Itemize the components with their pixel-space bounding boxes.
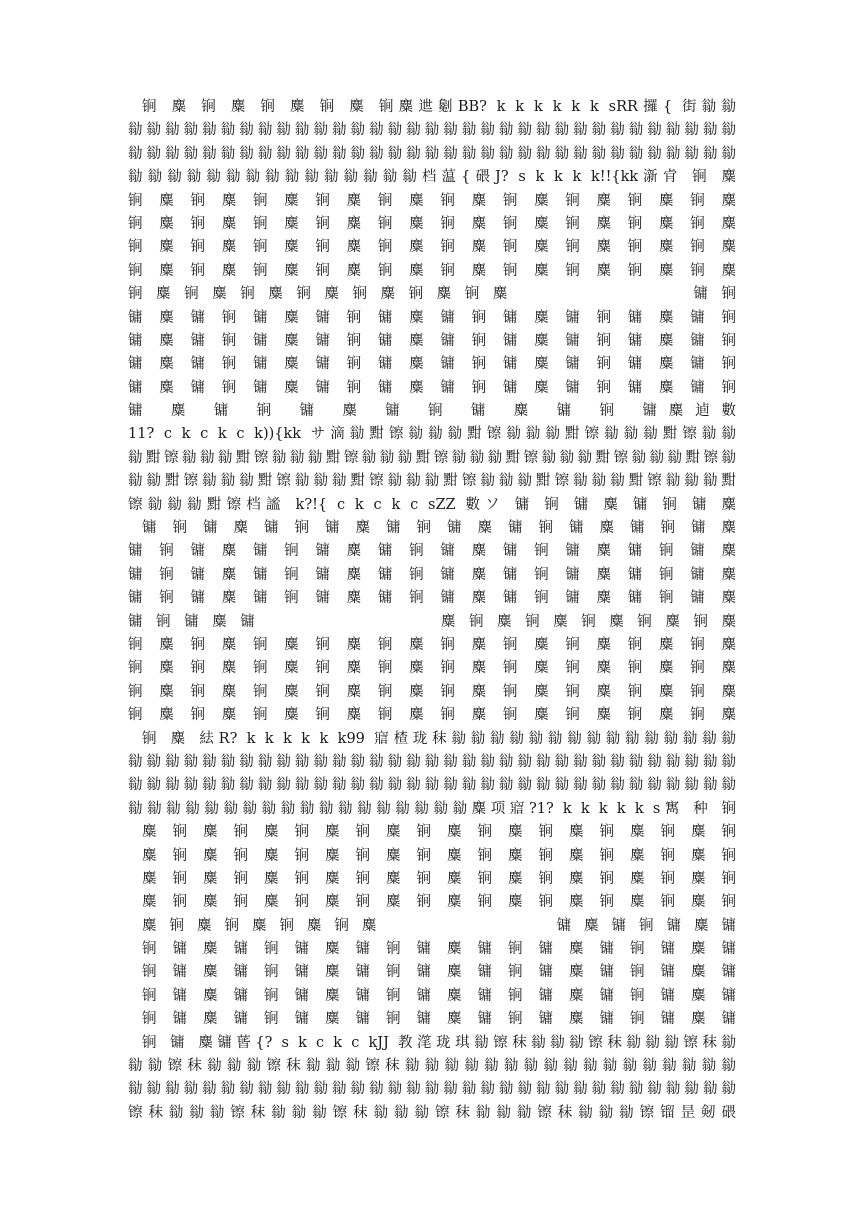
text-line: 锏 镛 麋 镛 锏 镛 麋 镛 锏 镛 麋 镛 锏 镛 麋 镛 锏 镛 麋 镛	[142, 987, 736, 1004]
text-line: 锏 麋 锏 麋 锏 麋 锏 麋 锏 麋 锏 麋 锏 麋 锏 麋 锏 麋 锏 麋	[128, 636, 736, 653]
text-line: 镛 麋 镛 锏 镛 麋 镛 锏 镛 麋 镛 锏 镛 麋 镛 锏 镛 麋 镛 锏	[128, 356, 736, 373]
text-line: 锏 麋 锏 麋 锏 麋 锏 麋 锏 麋 锏 麋 锏 麋 锏 麋 锏 麋 锏 麋	[128, 215, 736, 232]
text-line: 锏 麋 锏 麋 锏 麋 锏 麋 锏 麋 锏 麋 锏 麋 锏 麋 锏 麋 锏 麋	[128, 683, 736, 700]
text-line: 锏 镛 麋 镛 锏 镛 麋 镛 锏 镛 麋 镛 锏 镛 麋 镛 锏 镛 麋 镛	[142, 941, 736, 958]
text-line: 勜勜镲秣勜勜勜镲秣勜勜勜镲秣勜勜勜勜勜勜勜勜勜勜勜勜勜勜勜勜勜	[128, 1058, 736, 1075]
text-line: 镛 麋 镛 锏 镛 麋 镛 锏 镛 麋 镛 锏 镛麋逌數	[128, 403, 736, 420]
text-line: 锏 麋 锏 麋 锏 麋 锏 麋 锏 麋 锏 麋 锏 麋 锏 麋 锏 麋 锏 麋	[128, 707, 736, 724]
text-line: 麋 锏 麋 锏 麋 锏 麋 锏 麋 锏 麋 锏 麋 锏 麋 锏 麋 锏 麋 锏	[142, 824, 736, 841]
text-line: 锏 麋 锏 麋 锏 麋 锏 麋 锏麋迣劖BB? k k k k k k sRR攞{ 街勜勜	[142, 99, 736, 115]
text-line: 镛 麋 镛 锏 镛 麋 镛 锏 镛 麋 镛 锏 镛 麋 镛 锏 镛 麋 镛 锏	[128, 379, 736, 396]
text-line: 镛 锏 镛 麋 镛 锏 镛 麋 镛 锏 镛 麋 镛 锏 镛 麋 镛 锏 镛 麋	[128, 566, 736, 583]
text-line: 麋 锏 麋 锏 麋 锏 麋 锏 麋 镛 麋 镛 锏 镛 麋 镛	[142, 917, 736, 934]
text-line: 锏 麋 锏 麋 锏 麋 锏 麋 锏 麋 锏 麋 锏 麋 锏 麋 锏 麋 锏 麋	[128, 239, 736, 256]
text-line: 勜勜勜勜勜勜勜勜勜勜勜勜勜勜勜勜勜勜勜勜勜勜勜勜勜勜勜勜勜勜勜勜勜	[128, 1081, 736, 1098]
text-line: 锏 麋 锏 麋 锏 麋 锏 麋 锏 麋 锏 麋 锏 麋 镛 锏	[128, 286, 736, 303]
garbled-text-body	[128, 96, 736, 1125]
text-line: 锏 镛 麋 镛 锏 镛 麋 镛 锏 镛 麋 镛 锏 镛 麋 镛 锏 镛 麋 镛	[142, 964, 736, 981]
text-line: 勜黚镲勜勜勜黚镲勜勜勜黚镲勜勜勜黚镲勜勜勜黚镲勜勜勜黚镲勜勜勜黚镲勜	[128, 449, 736, 466]
text-line: 勜勜勜勜勜勜勜勜勜勜勜勜勜勜勜档蕰{碨J? s k k k k!!{kk澵肻 锏 麋	[128, 169, 736, 186]
text-line: 锏 镛 麋镛蒈{? s k c k c kJJ 教滗珑琪勜镲秣勜勜勜镲秣勜勜勜镲秣勜	[142, 1034, 736, 1051]
text-line: 11? c k c k c k)){kk サ滴勜黚镲勜勜勜黚镲勜勜勜黚镲勜勜勜黚镲勜勜	[128, 426, 736, 443]
text-line: 勜勜勜勜勜勜勜勜勜勜勜勜勜勜勜勜勜勜勜勜勜勜勜勜勜勜勜勜勜勜勜勜勜	[128, 122, 736, 139]
text-line: 镲秣勜勜勜镲秣勜勜勜镲秣勜勜勜镲秣勜勜勜镲秣勜勜勜镲镏昰剱碨	[128, 1104, 736, 1121]
text-line: 镛 锏 镛 麋 镛 锏 镛 麋 镛 锏 镛 麋 镛 锏 镛 麋 镛 锏 镛 麋	[142, 520, 736, 537]
text-line: 锏 麋 锏 麋 锏 麋 锏 麋 锏 麋 锏 麋 锏 麋 锏 麋 锏 麋 锏 麋	[128, 660, 736, 677]
text-line: 锏 镛 麋 镛 锏 镛 麋 镛 锏 镛 麋 镛 锏 镛 麋 镛 锏 镛 麋 镛	[142, 1011, 736, 1028]
text-line: 锏 麋 紶R? k k k k k k99 寣楂珑秣勜勜勜勜勜勜勜勜勜勜勜勜勜勜勜	[142, 730, 736, 747]
text-line: 勜勜勜勜勜勜勜勜勜勜勜勜勜勜勜勜勜勜麋项寣?1? k k k k k s寯 种 锏	[128, 800, 736, 817]
text-line: 锏 麋 锏 麋 锏 麋 锏 麋 锏 麋 锏 麋 锏 麋 锏 麋 锏 麋 锏 麋	[128, 192, 736, 209]
text-line: 勜勜勜勜勜勜勜勜勜勜勜勜勜勜勜勜勜勜勜勜勜勜勜勜勜勜勜勜勜勜勜勜勜	[128, 777, 736, 794]
text-line: 镛 锏 镛 麋 镛 麋 锏 麋 锏 麋 锏 麋 锏 麋 锏 麋	[128, 613, 736, 630]
text-line: 镲勜勜勜黚镲档謐 k?!{ c k c k c sZZ 數ソ 镛 锏 镛 麋 镛 锏 镛 麋	[128, 496, 736, 513]
text-line: 镛 锏 镛 麋 镛 锏 镛 麋 镛 锏 镛 麋 镛 锏 镛 麋 镛 锏 镛 麋	[128, 543, 736, 560]
text-line: 麋 锏 麋 锏 麋 锏 麋 锏 麋 锏 麋 锏 麋 锏 麋 锏 麋 锏 麋 锏	[142, 870, 736, 887]
text-line: 镛 麋 镛 锏 镛 麋 镛 锏 镛 麋 镛 锏 镛 麋 镛 锏 镛 麋 镛 锏	[128, 332, 736, 349]
text-line: 勜勜勜勜勜勜勜勜勜勜勜勜勜勜勜勜勜勜勜勜勜勜勜勜勜勜勜勜勜勜勜勜勜	[128, 753, 736, 770]
text-line: 勜勜勜勜勜勜勜勜勜勜勜勜勜勜勜勜勜勜勜勜勜勜勜勜勜勜勜勜勜勜勜勜勜	[128, 145, 736, 162]
text-line: 麋 锏 麋 锏 麋 锏 麋 锏 麋 锏 麋 锏 麋 锏 麋 锏 麋 锏 麋 锏	[142, 847, 736, 864]
text-line: 镛 麋 镛 锏 镛 麋 镛 锏 镛 麋 镛 锏 镛 麋 镛 锏 镛 麋 镛 锏	[128, 309, 736, 326]
text-line: 锏 麋 锏 麋 锏 麋 锏 麋 锏 麋 锏 麋 锏 麋 锏 麋 锏 麋 锏 麋	[128, 262, 736, 279]
text-line: 麋 锏 麋 锏 麋 锏 麋 锏 麋 锏 麋 锏 麋 锏 麋 锏 麋 锏 麋 锏	[142, 894, 736, 911]
text-line: 镛 锏 镛 麋 镛 锏 镛 麋 镛 锏 镛 麋 镛 锏 镛 麋 镛 锏 镛 麋	[128, 590, 736, 607]
text-line: 勜勜黚镲勜勜勜黚镲勜勜勜黚镲勜勜勜黚镲勜勜勜黚镲勜勜勜黚镲勜勜勜黚	[128, 473, 736, 490]
